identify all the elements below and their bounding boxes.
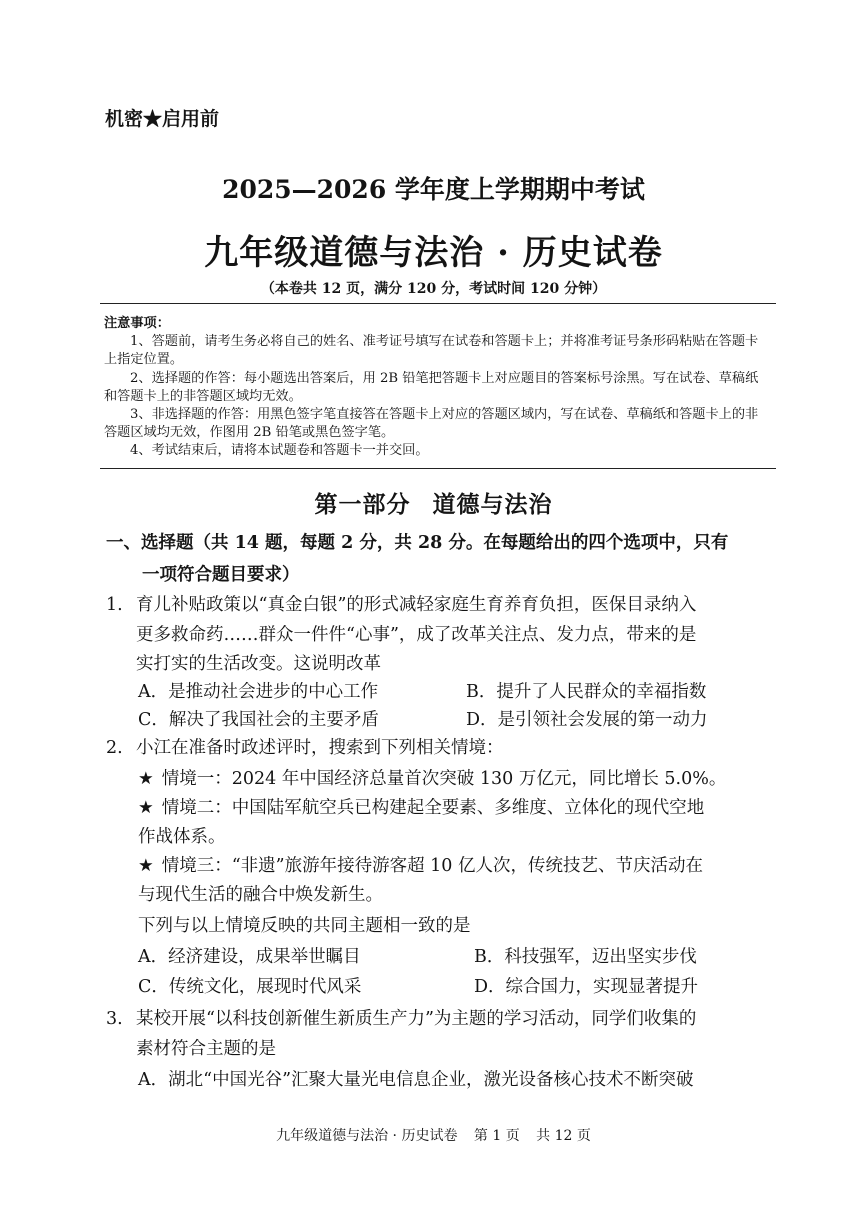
notice-item: 3、非选择题的作答：用黑色签字笔直接答在答题卡上对应的答题区域内，写在试卷、草稿纸和答题卡上的非答题区域均无效，作图用 2B 铅笔或黑色签字笔。 xyxy=(104,407,759,441)
question-1-line xyxy=(106,592,696,618)
star-icon: ★ xyxy=(138,769,154,789)
question-2-line xyxy=(106,735,504,761)
section-heading xyxy=(106,527,774,591)
confidential-label: 机密★启用前 xyxy=(105,108,220,130)
option-d: D．综合国力，实现显著提升 xyxy=(474,977,699,997)
scenario-2 xyxy=(138,795,704,821)
notice-bottom-divider xyxy=(100,468,776,469)
scenario-text: 情境三：“非遗”旅游年接待游客超 10 亿人次，传统技艺、节庆活动在 xyxy=(161,856,703,876)
notice-block xyxy=(104,315,770,461)
option-b: B．科技强军，迈出坚实步伐 xyxy=(474,947,697,967)
scenario-text: 与现代生活的融合中焕发新生。 xyxy=(138,885,383,905)
question-number: 3. xyxy=(106,1009,123,1029)
question-number: 1. xyxy=(106,595,123,615)
scenario-text: 作战体系。 xyxy=(138,827,226,847)
option-c: C．传统文化，展现时代风采 xyxy=(138,977,362,997)
option-a: A．经济建设，成果举世瞩目 xyxy=(138,947,361,967)
option-a: A．是推动社会进步的中心工作 xyxy=(138,682,379,702)
question-prompt: 下列与以上情境反映的共同主题相一致的是 xyxy=(138,916,471,936)
notice-item: 1、答题前，请考生务必将自己的姓名、准考证号填写在试卷和答题卡上；并将准考证号条形码粘贴在答题卡上指定位置。 xyxy=(104,334,759,368)
option-c: C．解决了我国社会的主要矛盾 xyxy=(138,710,379,730)
part-title xyxy=(0,486,867,519)
star-icon: ★ xyxy=(138,798,154,818)
section-heading-line2: 一项符合题目要求） xyxy=(142,565,300,585)
option-a: A．湖北“中国光谷”汇聚大量光电信息企业，激光设备核心技术不断突破 xyxy=(138,1070,694,1090)
notice-item: 2、选择题的作答：每小题选出答案后，用 2B 铅笔把答题卡上对应题目的答案标号涂黑。写在试卷、草稿纸和答题卡上的非答题区域均无效。 xyxy=(104,370,759,404)
option-d: D．是引领社会发展的第一动力 xyxy=(466,710,708,730)
question-stem: 实打实的生活改变。这说明改革 xyxy=(136,654,381,674)
option-b: B．提升了人民群众的幸福指数 xyxy=(466,682,707,702)
page-footer xyxy=(0,1125,867,1145)
question-stem: 更多救命药……群众一件件“心事”，成了改革关注点、发力点，带来的是 xyxy=(136,625,697,645)
exam-info: （本卷共 12 页，满分 120 分，考试时间 120 分钟） xyxy=(260,281,607,297)
notice-top-divider xyxy=(100,303,776,304)
exam-main-title: 九年级道德与法治 · 历史试卷 xyxy=(204,233,663,273)
scenario-text: 情境二：中国陆军航空兵已构建起全要素、多维度、立体化的现代空地 xyxy=(161,798,705,818)
question-stem: 某校开展“以科技创新催生新质生产力”为主题的学习活动，同学们收集的 xyxy=(136,1009,697,1029)
footer-total-pages: 共 12 页 xyxy=(536,1128,591,1144)
notice-heading: 注意事项： xyxy=(104,316,170,331)
question-stem: 育儿补贴政策以“真金白银”的形式减轻家庭生育养育负担，医保目录纳入 xyxy=(136,595,697,615)
question-3-line xyxy=(106,1006,696,1032)
section-heading-line1: 一、选择题（共 14 题，每题 2 分，共 28 分。在每题给出的四个选项中，只有 xyxy=(106,533,729,553)
scenario-3 xyxy=(138,853,703,879)
footer-title: 九年级道德与法治 · 历史试卷 xyxy=(276,1128,458,1144)
exam-year-title: 2025—2026 学年度上学期期中考试 xyxy=(222,175,645,204)
question-stem: 素材符合主题的是 xyxy=(136,1039,276,1059)
part-number: 第一部分 xyxy=(314,491,411,518)
scenario-text: 情境一：2024 年中国经济总量首次突破 130 万亿元，同比增长 5.0%。 xyxy=(161,769,727,789)
star-icon: ★ xyxy=(138,856,154,876)
scenario-1 xyxy=(138,766,726,792)
notice-item: 4、考试结束后，请将本试题卷和答题卡一并交回。 xyxy=(130,443,429,459)
footer-page-number: 第 1 页 xyxy=(473,1128,520,1144)
question-stem: 小江在准备时政述评时，搜索到下列相关情境： xyxy=(136,738,504,758)
part-name: 道德与法治 xyxy=(432,491,553,518)
question-number: 2. xyxy=(106,738,123,758)
